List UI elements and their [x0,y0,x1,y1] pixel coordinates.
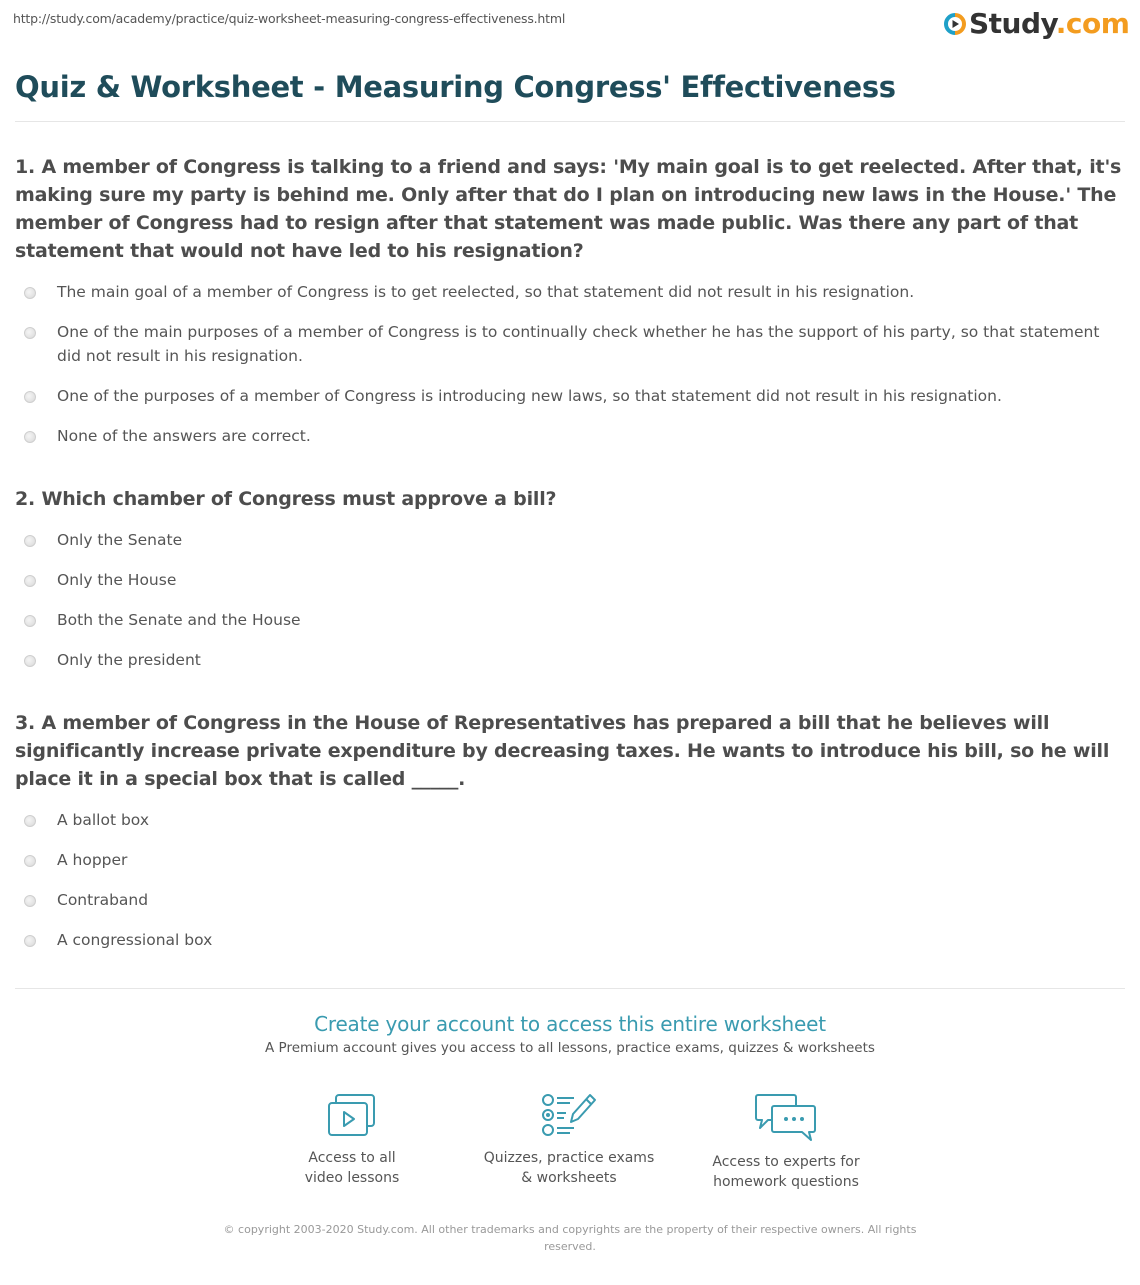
radio-button[interactable] [24,431,36,443]
feature-video-lessons [252,1092,452,1188]
play-logo-icon [944,13,966,35]
answer-option[interactable] [15,928,1120,952]
radio-button[interactable] [24,615,36,627]
radio-button[interactable] [24,655,36,667]
page-title: Quiz & Worksheet - Measuring Congress' Effectiveness [15,70,896,104]
answers-1 [15,280,1120,464]
answer-text: Both the Senate and the House [57,611,301,629]
study-logo[interactable] [944,9,1129,39]
answer-option[interactable] [15,848,1120,872]
answer-text: Only the House [57,571,177,589]
answer-option[interactable] [15,808,1120,832]
radio-button[interactable] [24,935,36,947]
copyright-footer: © copyright 2003-2020 Study.com. All other trademarks and copyrights are the property of their respective owners. All rights reserved. [223,1223,917,1253]
feature-quizzes [469,1092,669,1188]
answer-text: One of the main purposes of a member of Congress is to continually check whether he has the support of his party, so that statement did not result in his resignation. [57,323,1100,365]
cta-divider [15,988,1125,989]
feature-label-line1: Access to all [308,1150,396,1166]
radio-button[interactable] [24,287,36,299]
feature-label-line2: & worksheets [521,1170,617,1186]
answer-text: Contraband [57,891,149,909]
answer-option[interactable] [15,888,1120,912]
feature-label-line2: video lessons [304,1170,400,1186]
answer-text: None of the answers are correct. [57,427,311,445]
answer-text: One of the purposes of a member of Congress is introducing new laws, so that statement did not result in his resignation. [57,387,1002,405]
answer-text: Only the Senate [57,531,183,549]
feature-label-line2: homework questions [713,1174,859,1190]
feature-label-line1: Quizzes, practice exams [483,1150,655,1166]
answer-option[interactable] [15,648,1120,672]
answer-text: The main goal of a member of Congress is to get reelected, so that statement did not result in his resignation. [57,283,915,301]
answer-text: A ballot box [57,811,149,829]
cta-title[interactable]: Create your account to access this entire worksheet [314,1012,826,1036]
question-3: 3. A member of Congress in the House of Representatives has prepared a bill that he believes will significantly increase private expenditure by decreasing taxes. He wants to introduce his bill, so he will place it in a special box that is called _____. [15,712,1110,790]
cta-section [0,1012,1140,1056]
answer-option[interactable] [15,424,1120,448]
video-lessons-icon [326,1092,378,1138]
radio-button[interactable] [24,855,36,867]
quiz-checklist-icon [540,1092,598,1138]
question-2: 2. Which chamber of Congress must approve a bill? [15,488,557,510]
question-1: 1. A member of Congress is talking to a friend and says: 'My main goal is to get reelected. After that, it's making sure my party is behind me. Only after that do I plan on introducing new laws in the House.' The member of Congress had to resign after that statement was made public. Was there any part of that statement that would not have led to his resignation? [15,156,1122,262]
answer-option[interactable] [15,528,1120,552]
answer-option[interactable] [15,608,1120,632]
answer-option[interactable] [15,568,1120,592]
cta-subtitle: A Premium account gives you access to all lessons, practice exams, quizzes & worksheets [265,1040,875,1056]
answer-option[interactable] [15,384,1120,408]
page-url: http://study.com/academy/practice/quiz-worksheet-measuring-congress-effectiveness.html [13,11,566,26]
answer-text: A congressional box [57,931,213,949]
radio-button[interactable] [24,391,36,403]
answer-option[interactable] [15,280,1120,304]
radio-button[interactable] [24,535,36,547]
chat-experts-icon [754,1092,818,1142]
radio-button[interactable] [24,895,36,907]
answer-option[interactable] [15,320,1120,368]
radio-button[interactable] [24,815,36,827]
radio-button[interactable] [24,327,36,339]
answers-2 [15,528,1120,688]
answer-text: Only the president [57,651,201,669]
title-divider [15,121,1125,122]
answer-text: A hopper [57,851,128,869]
feature-experts [686,1092,886,1192]
feature-label-line1: Access to experts for [712,1154,860,1170]
logo-text: Study.com [969,7,1130,40]
radio-button[interactable] [24,575,36,587]
answers-3 [15,808,1120,968]
